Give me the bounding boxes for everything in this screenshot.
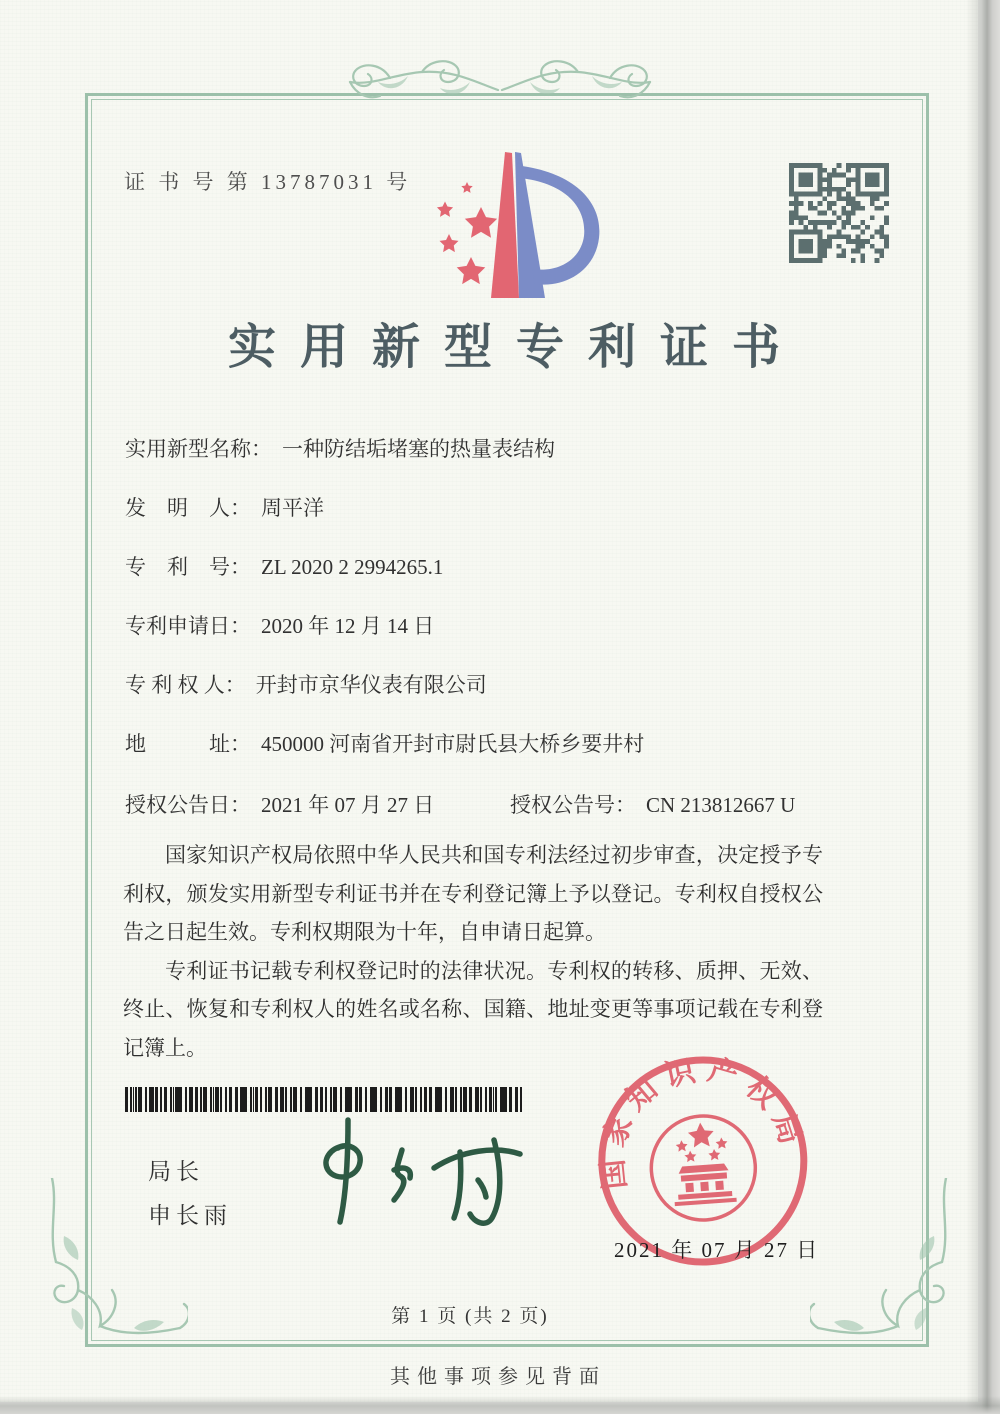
floral-scroll-icon — [348, 52, 500, 124]
colon: ： — [224, 673, 246, 697]
grant-number-label: 授权公告号 — [510, 793, 615, 817]
colon: ： — [230, 496, 251, 520]
grant-row — [125, 789, 885, 819]
field-label: 发 明 人 — [125, 496, 230, 520]
field-row-patentee — [125, 672, 825, 698]
legal-paragraph-2: 专利证书记载专利权登记时的法律状况。专利权的转移、质押、无效、终止、恢复和专利权人的姓名或名称、国籍、地址变更等事项记载在专利登记簿上。 — [123, 958, 823, 1060]
field-label: 专 利 号 — [125, 555, 230, 579]
field-label: 专利申请日 — [125, 614, 230, 638]
field-value: 一种防结垢堵塞的热量表结构 — [282, 437, 555, 461]
signer-title: 局长 — [148, 1159, 204, 1184]
field-label: 专 利 权 人 — [125, 673, 225, 697]
page-indicator: 第 1 页 (共 2 页) — [391, 1306, 549, 1327]
field-label: 地 址 — [125, 732, 230, 756]
colon: ： — [230, 555, 251, 579]
scan-edge-right — [966, 0, 1000, 1414]
scan-edge-bottom — [0, 1396, 1000, 1414]
grant-date-label: 授权公告日 — [125, 793, 230, 817]
field-row-address — [125, 731, 825, 757]
field-row-inventor — [125, 495, 825, 521]
seal-date: 2021 年 07 月 27 日 — [614, 1238, 820, 1262]
field-value: 2020 年 12 月 14 日 — [261, 614, 435, 638]
certificate-title: 实用新型专利证书 — [227, 321, 804, 374]
grant-number — [510, 789, 795, 819]
grant-date-value: 2021 年 07 月 27 日 — [261, 793, 435, 817]
signer-block — [148, 1150, 232, 1238]
top-border-ornament — [348, 52, 652, 124]
colon: ： — [230, 614, 251, 638]
qr-code-icon — [789, 163, 889, 263]
field-row-name — [125, 436, 825, 462]
legal-text — [123, 836, 823, 1067]
field-value: 450000 河南省开封市尉氏县大桥乡要井村 — [261, 732, 645, 756]
field-label: 实用新型名称 — [125, 437, 251, 461]
colon: ： — [615, 793, 636, 817]
field-row-filing-date — [125, 613, 825, 639]
signer-name: 申长雨 — [148, 1203, 232, 1228]
colon: ： — [230, 732, 251, 756]
floral-scroll-icon — [500, 52, 652, 124]
signature-icon — [282, 1108, 532, 1241]
colon: ： — [230, 793, 251, 817]
certificate-number: 证 书 号 第 13787031 号 — [124, 170, 412, 194]
footer-note: 其他事项参见背面 — [390, 1366, 606, 1388]
seal-text: 国家知识产权局 — [595, 1052, 810, 1191]
field-list — [125, 436, 825, 790]
colon: ： — [251, 437, 272, 461]
field-value: 开封市京华仪表有限公司 — [255, 673, 487, 697]
field-value: ZL 2020 2 2994265.1 — [261, 555, 444, 579]
cnipa-logo-icon — [415, 142, 605, 315]
field-row-patent-number — [125, 554, 825, 580]
grant-number-value: CN 213812667 U — [646, 793, 796, 817]
legal-paragraph-1: 国家知识产权局依照中华人民共和国专利法经过初步审查，决定授予专利权，颁发实用新型专利证书并在专利登记簿上予以登记。专利权自授权公告之日起生效。专利权期限为十年，自申请日起算。 — [123, 843, 823, 944]
field-value: 周平洋 — [261, 496, 324, 520]
